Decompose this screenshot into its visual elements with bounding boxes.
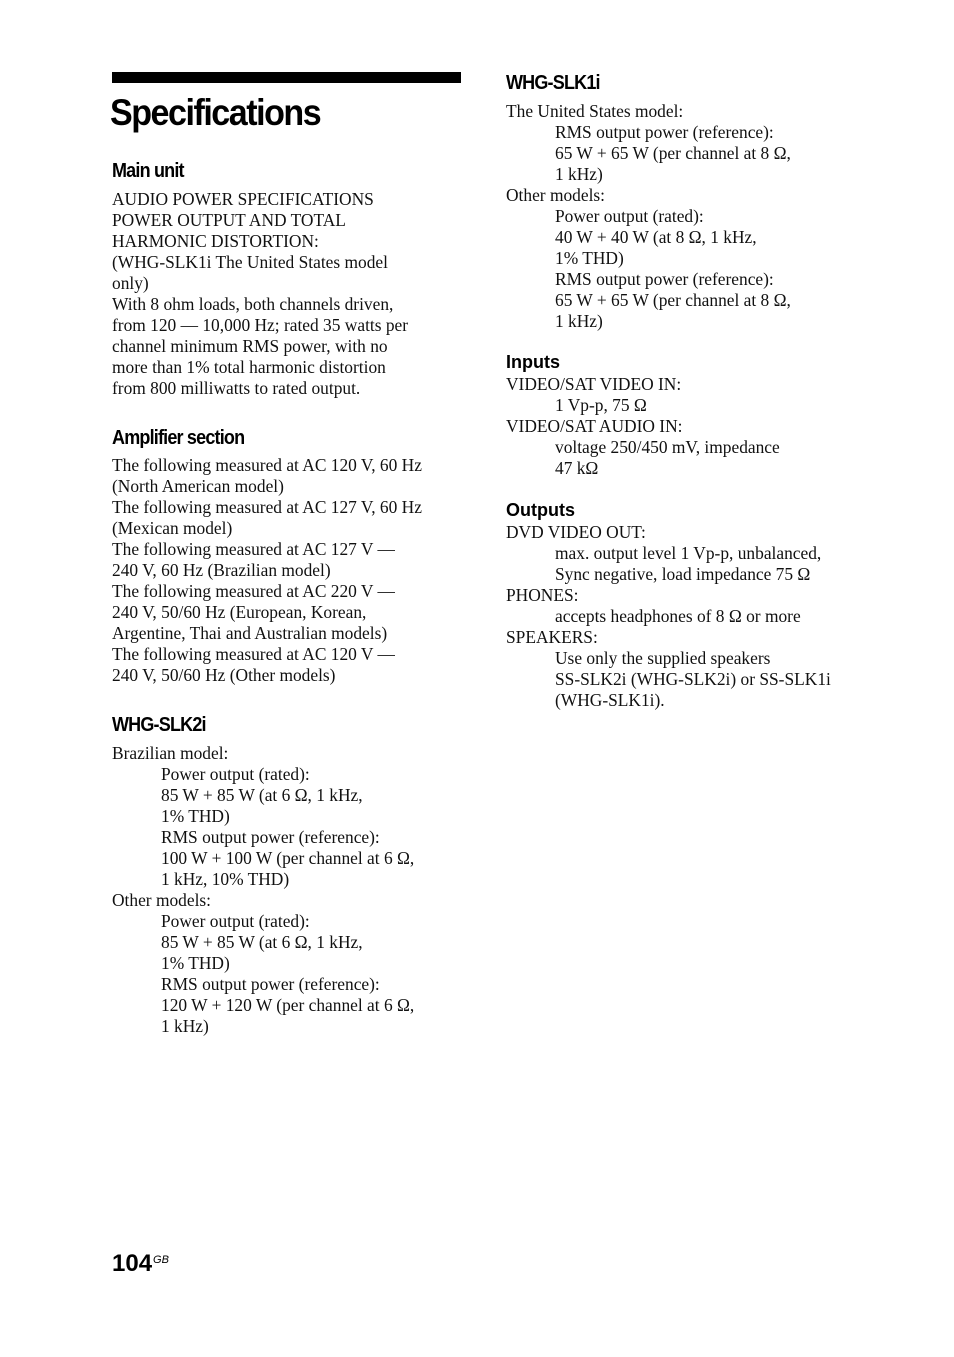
spec-line: 1% THD) [161,806,230,826]
spec-line: 120 W + 120 W (per channel at 6 Ω, [161,995,415,1015]
whg-slk2i-text [112,743,414,1037]
main-unit-line: (WHG-SLK1i The United States model [112,252,388,272]
amplifier-line: (North American model) [112,476,284,496]
inputs-heading: Inputs [506,352,560,372]
amplifier-line: (Mexican model) [112,518,233,538]
amplifier-section-heading: Amplifier section [112,427,245,449]
phones-label: PHONES: [506,585,579,605]
other-models-label: Other models: [506,185,606,205]
amplifier-line: 240 V, 50/60 Hz (European, Korean, [112,602,367,622]
amplifier-line: Argentine, Thai and Australian models) [112,623,388,643]
video-in-label: VIDEO/SAT VIDEO IN: [506,374,682,394]
main-unit-line: more than 1% total harmonic distortion [112,357,386,377]
spec-line: 1 kHz) [555,164,603,184]
spec-line: 1% THD) [555,248,624,268]
main-unit-text [112,189,408,399]
main-unit-heading: Main unit [112,160,184,182]
spec-line: 47 kΩ [555,458,599,478]
spec-line: voltage 250/450 mV, impedance [555,437,780,457]
brazilian-model-label: Brazilian model: [112,743,229,763]
spec-line: RMS output power (reference): [161,827,380,847]
main-unit-line: only) [112,273,149,293]
spec-line: SS-SLK2i (WHG-SLK2i) or SS-SLK1i [555,669,831,689]
main-unit-line: POWER OUTPUT AND TOTAL [112,210,346,230]
spec-line: 65 W + 65 W (per channel at 8 Ω, [555,143,791,163]
spec-line: Sync negative, load impedance 75 Ω [555,564,811,584]
amplifier-section-text [112,455,422,686]
spec-line: RMS output power (reference): [555,122,774,142]
amplifier-line: The following measured at AC 127 V, 60 Hz [112,497,422,517]
main-unit-line: channel minimum RMS power, with no [112,336,388,356]
spec-line: 1 Vp-p, 75 Ω [555,395,647,415]
outputs-heading: Outputs [506,500,575,520]
spec-line: Power output (rated): [161,764,310,784]
title-rule [112,72,461,83]
spec-line: 85 W + 85 W (at 6 Ω, 1 kHz, [161,932,363,952]
other-models-label: Other models: [112,890,212,910]
spec-line: Power output (rated): [555,206,704,226]
spec-line: max. output level 1 Vp-p, unbalanced, [555,543,822,563]
amplifier-line: 240 V, 60 Hz (Brazilian model) [112,560,331,580]
spec-line: 65 W + 65 W (per channel at 8 Ω, [555,290,791,310]
main-unit-line: HARMONIC DISTORTION: [112,231,319,251]
main-unit-line: With 8 ohm loads, both channels driven, [112,294,394,314]
page-number-suffix: GB [153,1254,169,1266]
amplifier-line: The following measured at AC 127 V — [112,539,395,559]
spec-line: 1% THD) [161,953,230,973]
speakers-label: SPEAKERS: [506,627,598,647]
spec-line: Use only the supplied speakers [555,648,771,668]
page-number [112,1250,169,1278]
spec-line: 1 kHz) [555,311,603,331]
amplifier-line: The following measured at AC 120 V — [112,644,395,664]
spec-line: 100 W + 100 W (per channel at 6 Ω, [161,848,415,868]
inputs-text [506,374,780,479]
amplifier-line: The following measured at AC 220 V — [112,581,395,601]
main-unit-line: from 120 — 10,000 Hz; rated 35 watts per [112,315,409,335]
us-model-label: The United States model: [506,101,684,121]
spec-line: 85 W + 85 W (at 6 Ω, 1 kHz, [161,785,363,805]
page-number-value: 104 [112,1250,153,1277]
spec-line: Power output (rated): [161,911,310,931]
amplifier-line: 240 V, 50/60 Hz (Other models) [112,665,336,685]
outputs-text [506,522,831,711]
audio-in-label: VIDEO/SAT AUDIO IN: [506,416,683,436]
main-unit-line: AUDIO POWER SPECIFICATIONS [112,189,374,209]
spec-line: 1 kHz, 10% THD) [161,869,290,889]
whg-slk1i-heading: WHG-SLK1i [506,72,600,94]
whg-slk2i-heading: WHG-SLK2i [112,714,206,736]
dvd-video-out-label: DVD VIDEO OUT: [506,522,646,542]
spec-line: accepts headphones of 8 Ω or more [555,606,801,626]
spec-line: RMS output power (reference): [161,974,380,994]
spec-line: 1 kHz) [161,1016,209,1036]
spec-line: 40 W + 40 W (at 8 Ω, 1 kHz, [555,227,757,247]
whg-slk1i-text [506,101,791,332]
page-title: Specifications [110,92,321,133]
spec-line: RMS output power (reference): [555,269,774,289]
main-unit-line: from 800 milliwatts to rated output. [112,378,361,398]
amplifier-line: The following measured at AC 120 V, 60 Hz [112,455,422,475]
spec-line: (WHG-SLK1i). [555,690,665,710]
